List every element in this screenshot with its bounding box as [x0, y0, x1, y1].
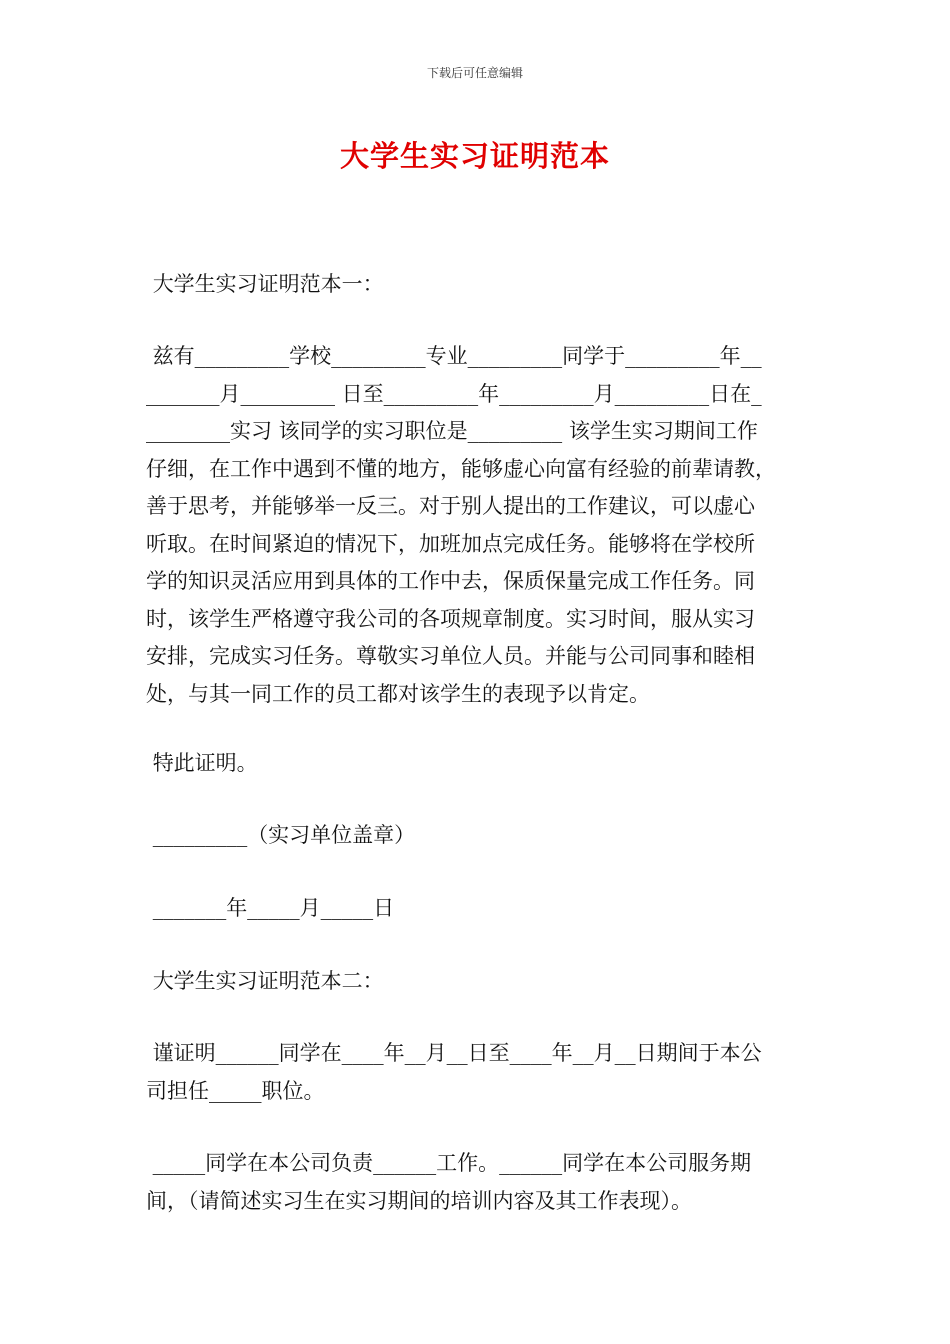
section1-heading [146, 266, 811, 304]
body-line: 听取。在时间紧迫的情况下，加班加点完成任务。能够将在学校所 [146, 531, 755, 556]
page-header-note: 下载后可任意编辑 [426, 66, 523, 80]
body-line: 学的知识灵活应用到具体的工作中去，保质保量完成工作任务。同 [146, 569, 755, 593]
body-line: ________实习 该同学的实习职位是_________ 该学生实习期间工作 [146, 419, 758, 443]
body-line: 仔细，在工作中遇到不懂的地方，能够虚心向富有经验的前辈请教， [146, 456, 776, 481]
section1-body [146, 338, 811, 713]
body-line: 安排，完成实习任务。尊敬实习单位人员。并能与公司同事和睦相 [146, 644, 755, 668]
section-heading: 大学生实习证明范本一： [146, 272, 384, 296]
body-line: _____同学在本公司负责______工作。______同学在本公司服务期 [146, 1151, 752, 1175]
body-line: 处，与其一同工作的员工都对该学生的表现予以肯定。 [146, 681, 650, 706]
closing-block [146, 745, 811, 783]
body-line: 兹有_________学校_________专业_________同学于_________年__ [146, 344, 762, 368]
body-line: 间，（请简述实习生在实习期间的培训内容及其工作表现）。 [146, 1188, 692, 1213]
section2-para1 [146, 1035, 811, 1110]
body-line: 善于思考，并能够举一反三。对于别人提出的工作建议，可以虚心 [146, 494, 755, 518]
seal-line: _________（实习单位盖章） [146, 823, 416, 847]
body-line: 时，该学生严格遵守我公司的各项规章制度。实习时间，服从实习 [146, 606, 755, 631]
body-line: _______月_________ 日至_________年_________月_________日在_ [146, 381, 762, 406]
seal-block [146, 817, 811, 855]
section-heading: 大学生实习证明范本二： [146, 969, 384, 993]
closing-text: 特此证明。 [146, 751, 258, 775]
section2-para2 [146, 1145, 811, 1220]
date-block [146, 890, 811, 928]
section2-heading [146, 963, 811, 1001]
body-line: 谨证明______同学在____年__月__日至____年__月__日期间于本公 [146, 1041, 762, 1065]
body-line: 司担任_____职位。 [146, 1078, 325, 1103]
document-title: 大学生实习证明范本 [339, 139, 610, 173]
date-line: _______年_____月_____日 [146, 896, 395, 920]
